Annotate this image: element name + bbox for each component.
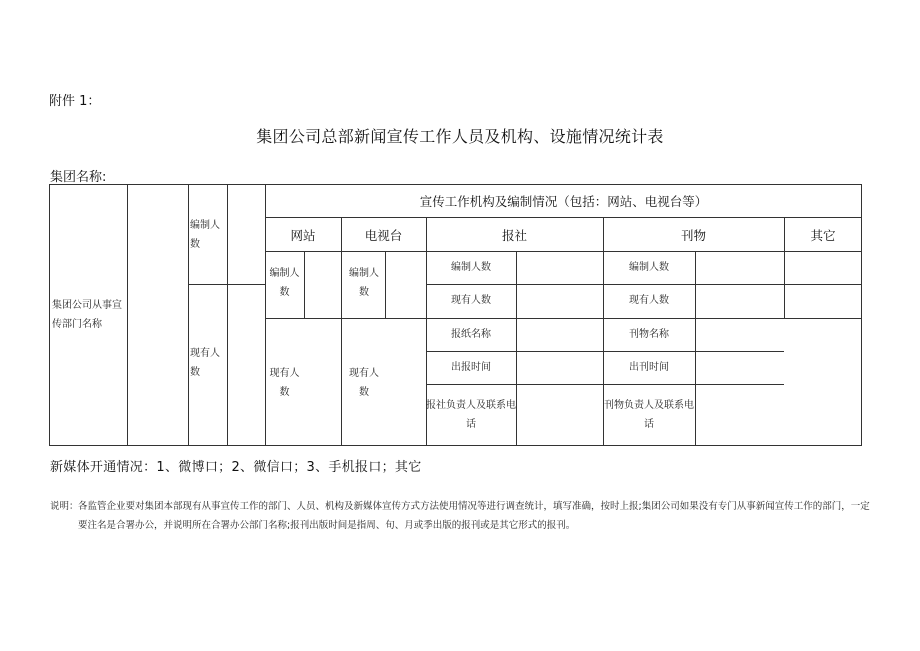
- paper-staff-cell: 编制人数: [451, 262, 491, 273]
- mag-contact-cell: 刊物负责人及联系电话: [604, 400, 694, 430]
- mag-name-cell: 刊物名称: [629, 329, 669, 340]
- paper-name-cell: 报纸名称: [451, 329, 491, 340]
- mag-staff-cell: 编制人数: [629, 262, 669, 273]
- paper-current-cell: 现有人数: [451, 295, 491, 306]
- dept-name-cell: 集团公司从事宣传部门名称: [52, 300, 122, 330]
- other-header: 其它: [810, 228, 836, 243]
- current-count-cell: 现有人数: [190, 348, 220, 378]
- note-label: 说明：: [50, 501, 79, 512]
- note-text: 各监管企业要对集团本部现有从事宣传工作的部门、人员、机构及新媒体宣传方式方法使用情况等进行调查统计，填写准确，按时上报;集团公司如果没有专门从事新闻宣传工作的部门，一定要注名是合署办公，并说明所在合署办公部门名称;报刊出版时间是指周、旬、月或季出版的报刊或是其它形式的报刊。: [78, 501, 870, 531]
- newspaper-header: 报社: [501, 228, 527, 243]
- website-staff-cell: 编制人数: [269, 268, 300, 298]
- tv-header: 电视台: [364, 228, 403, 243]
- org-header: 宣传工作机构及编制情况（包括：网站、电视台等）: [419, 194, 708, 209]
- page-title: 集团公司总部新闻宣传工作人员及机构、设施情况统计表: [256, 127, 664, 146]
- paper-time-cell: 出报时间: [451, 362, 491, 373]
- tv-current-cell: 现有人数: [349, 368, 379, 398]
- magazine-header: 刊物: [680, 228, 706, 243]
- note-section: [50, 497, 870, 535]
- website-header: 网站: [290, 228, 316, 243]
- group-name-label: 集团名称:: [50, 170, 107, 185]
- attachment-label: 附件 1：: [49, 94, 101, 109]
- statistics-table: [49, 184, 862, 446]
- mag-time-cell: 出刊时间: [629, 362, 669, 373]
- tv-staff-cell: 编制人数: [349, 268, 379, 298]
- new-media-status: 新媒体开通情况：1、微博口；2、微信口；3、手机报口；其它: [50, 460, 422, 475]
- website-current-cell: 现有人数: [269, 368, 300, 398]
- staff-count-cell: 编制人数: [190, 220, 220, 250]
- mag-current-cell: 现有人数: [629, 295, 669, 306]
- paper-contact-cell: 报社负责人及联系电话: [426, 400, 516, 430]
